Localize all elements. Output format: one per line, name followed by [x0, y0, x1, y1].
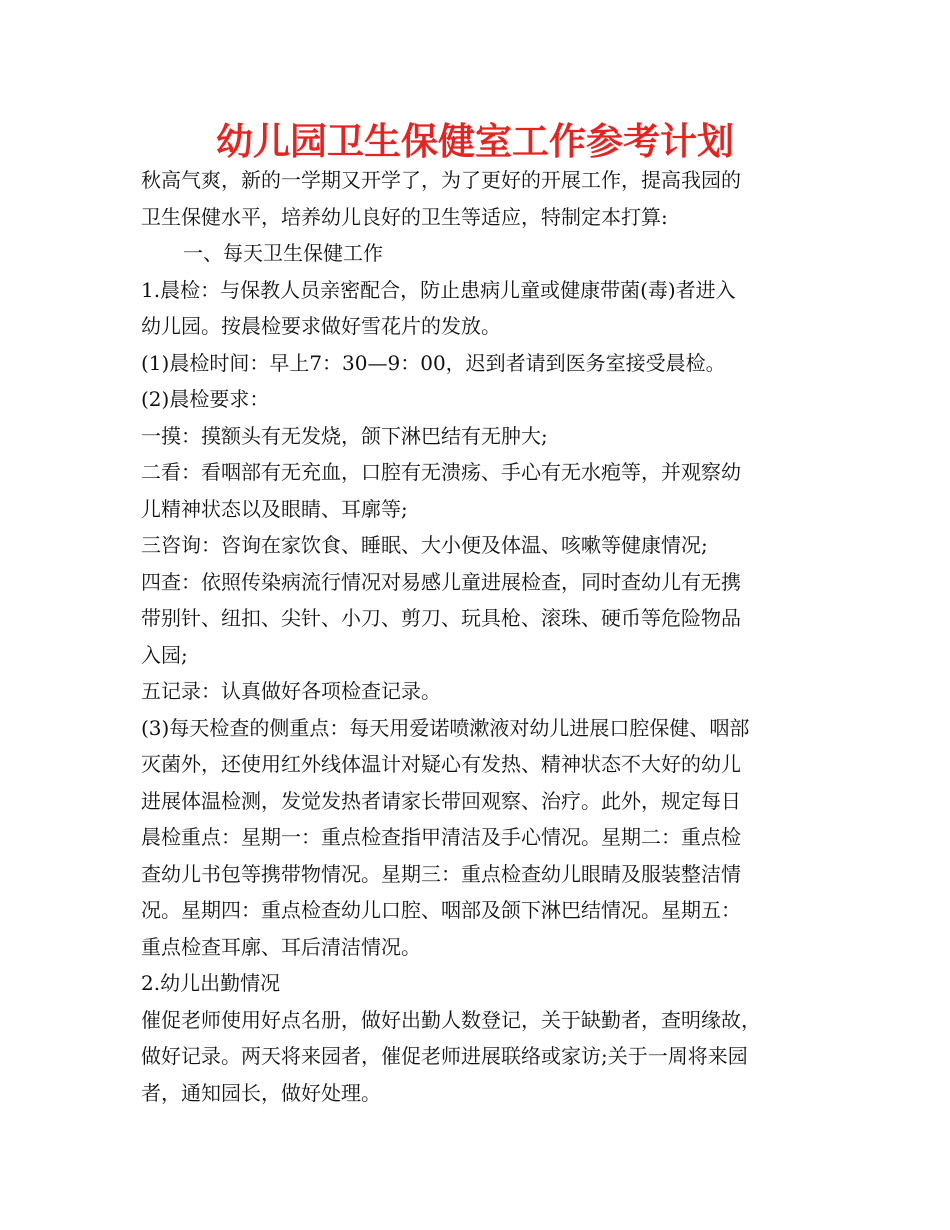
paragraph-line: (3)每天检查的侧重点：每天用爱诺喷漱液对幼儿进展口腔保健、咽部	[141, 715, 750, 740]
paragraph-line: 四查：依照传染病流行情况对易感儿童进展检查，同时查幼儿有无携	[141, 569, 741, 594]
paragraph-line: 三咨询：咨询在家饮食、睡眠、大小便及体温、咳嗽等健康情况;	[141, 533, 708, 557]
section-heading: 一、每天卫生保健工作	[183, 241, 383, 265]
document-title: 幼儿园卫生保健室工作参考计划	[216, 120, 734, 163]
paragraph-line: 做好记录。两天将来园者，催促老师进展联络或家访;关于一周将来园	[141, 1044, 748, 1068]
paragraph-line: (2)晨检要求：	[141, 387, 270, 411]
paragraph-line: 入园;	[141, 642, 188, 667]
paragraph-line: 一摸：摸额头有无发烧，颌下淋巴结有无肿大;	[141, 423, 548, 448]
paragraph-line: 况。星期四：重点检查幼儿口腔、咽部及颌下淋巴结情况。星期五：	[141, 898, 741, 922]
paragraph-line: 查幼儿书包等携带物情况。星期三：重点检查幼儿眼睛及服装整洁情	[141, 861, 741, 886]
paragraph-line: 催促老师使用好点名册，做好出勤人数登记，关于缺勤者，查明缘故，	[141, 1007, 761, 1032]
paragraph-line: 灭菌外，还使用红外线体温计对疑心有发热、精神状态不大好的幼儿	[141, 752, 741, 776]
paragraph-line: 幼儿园。按晨检要求做好雪花片的发放。	[141, 314, 501, 338]
document-body	[141, 162, 821, 1111]
paragraph-line: 重点检查耳廓、耳后清洁情况。	[141, 934, 421, 959]
paragraph-line: (1)晨检时间：早上7：30—9：00，迟到者请到医务室接受晨检。	[141, 350, 726, 375]
paragraph-line: 者，通知园长，做好处理。	[141, 1080, 381, 1105]
paragraph-line: 2.幼儿出勤情况	[141, 971, 281, 995]
paragraph-line: 卫生保健水平，培养幼儿良好的卫生等适应，特制定本打算:	[141, 204, 668, 229]
paragraph-line: 儿精神状态以及眼睛、耳廓等;	[141, 496, 408, 521]
paragraph-line: 带别针、纽扣、尖针、小刀、剪刀、玩具枪、滚珠、硬币等危险物品	[141, 606, 741, 630]
paragraph-line: 进展体温检测，发觉发热者请家长带回观察、治疗。此外，规定每日	[141, 788, 741, 813]
paragraph-line: 五记录：认真做好各项检查记录。	[141, 679, 441, 703]
paragraph-line: 二看：看咽部有无充血，口腔有无溃疡、手心有无水疱等，并观察幼	[141, 460, 741, 484]
paragraph-line: 秋高气爽，新的一学期又开学了，为了更好的开展工作，提高我园的	[141, 168, 741, 192]
paragraph-line: 晨检重点：星期一：重点检查指甲清洁及手心情况。星期二：重点检	[141, 825, 741, 849]
paragraph-line: 1.晨检：与保教人员亲密配合，防止患病儿童或健康带菌(毒)者进入	[141, 277, 736, 302]
